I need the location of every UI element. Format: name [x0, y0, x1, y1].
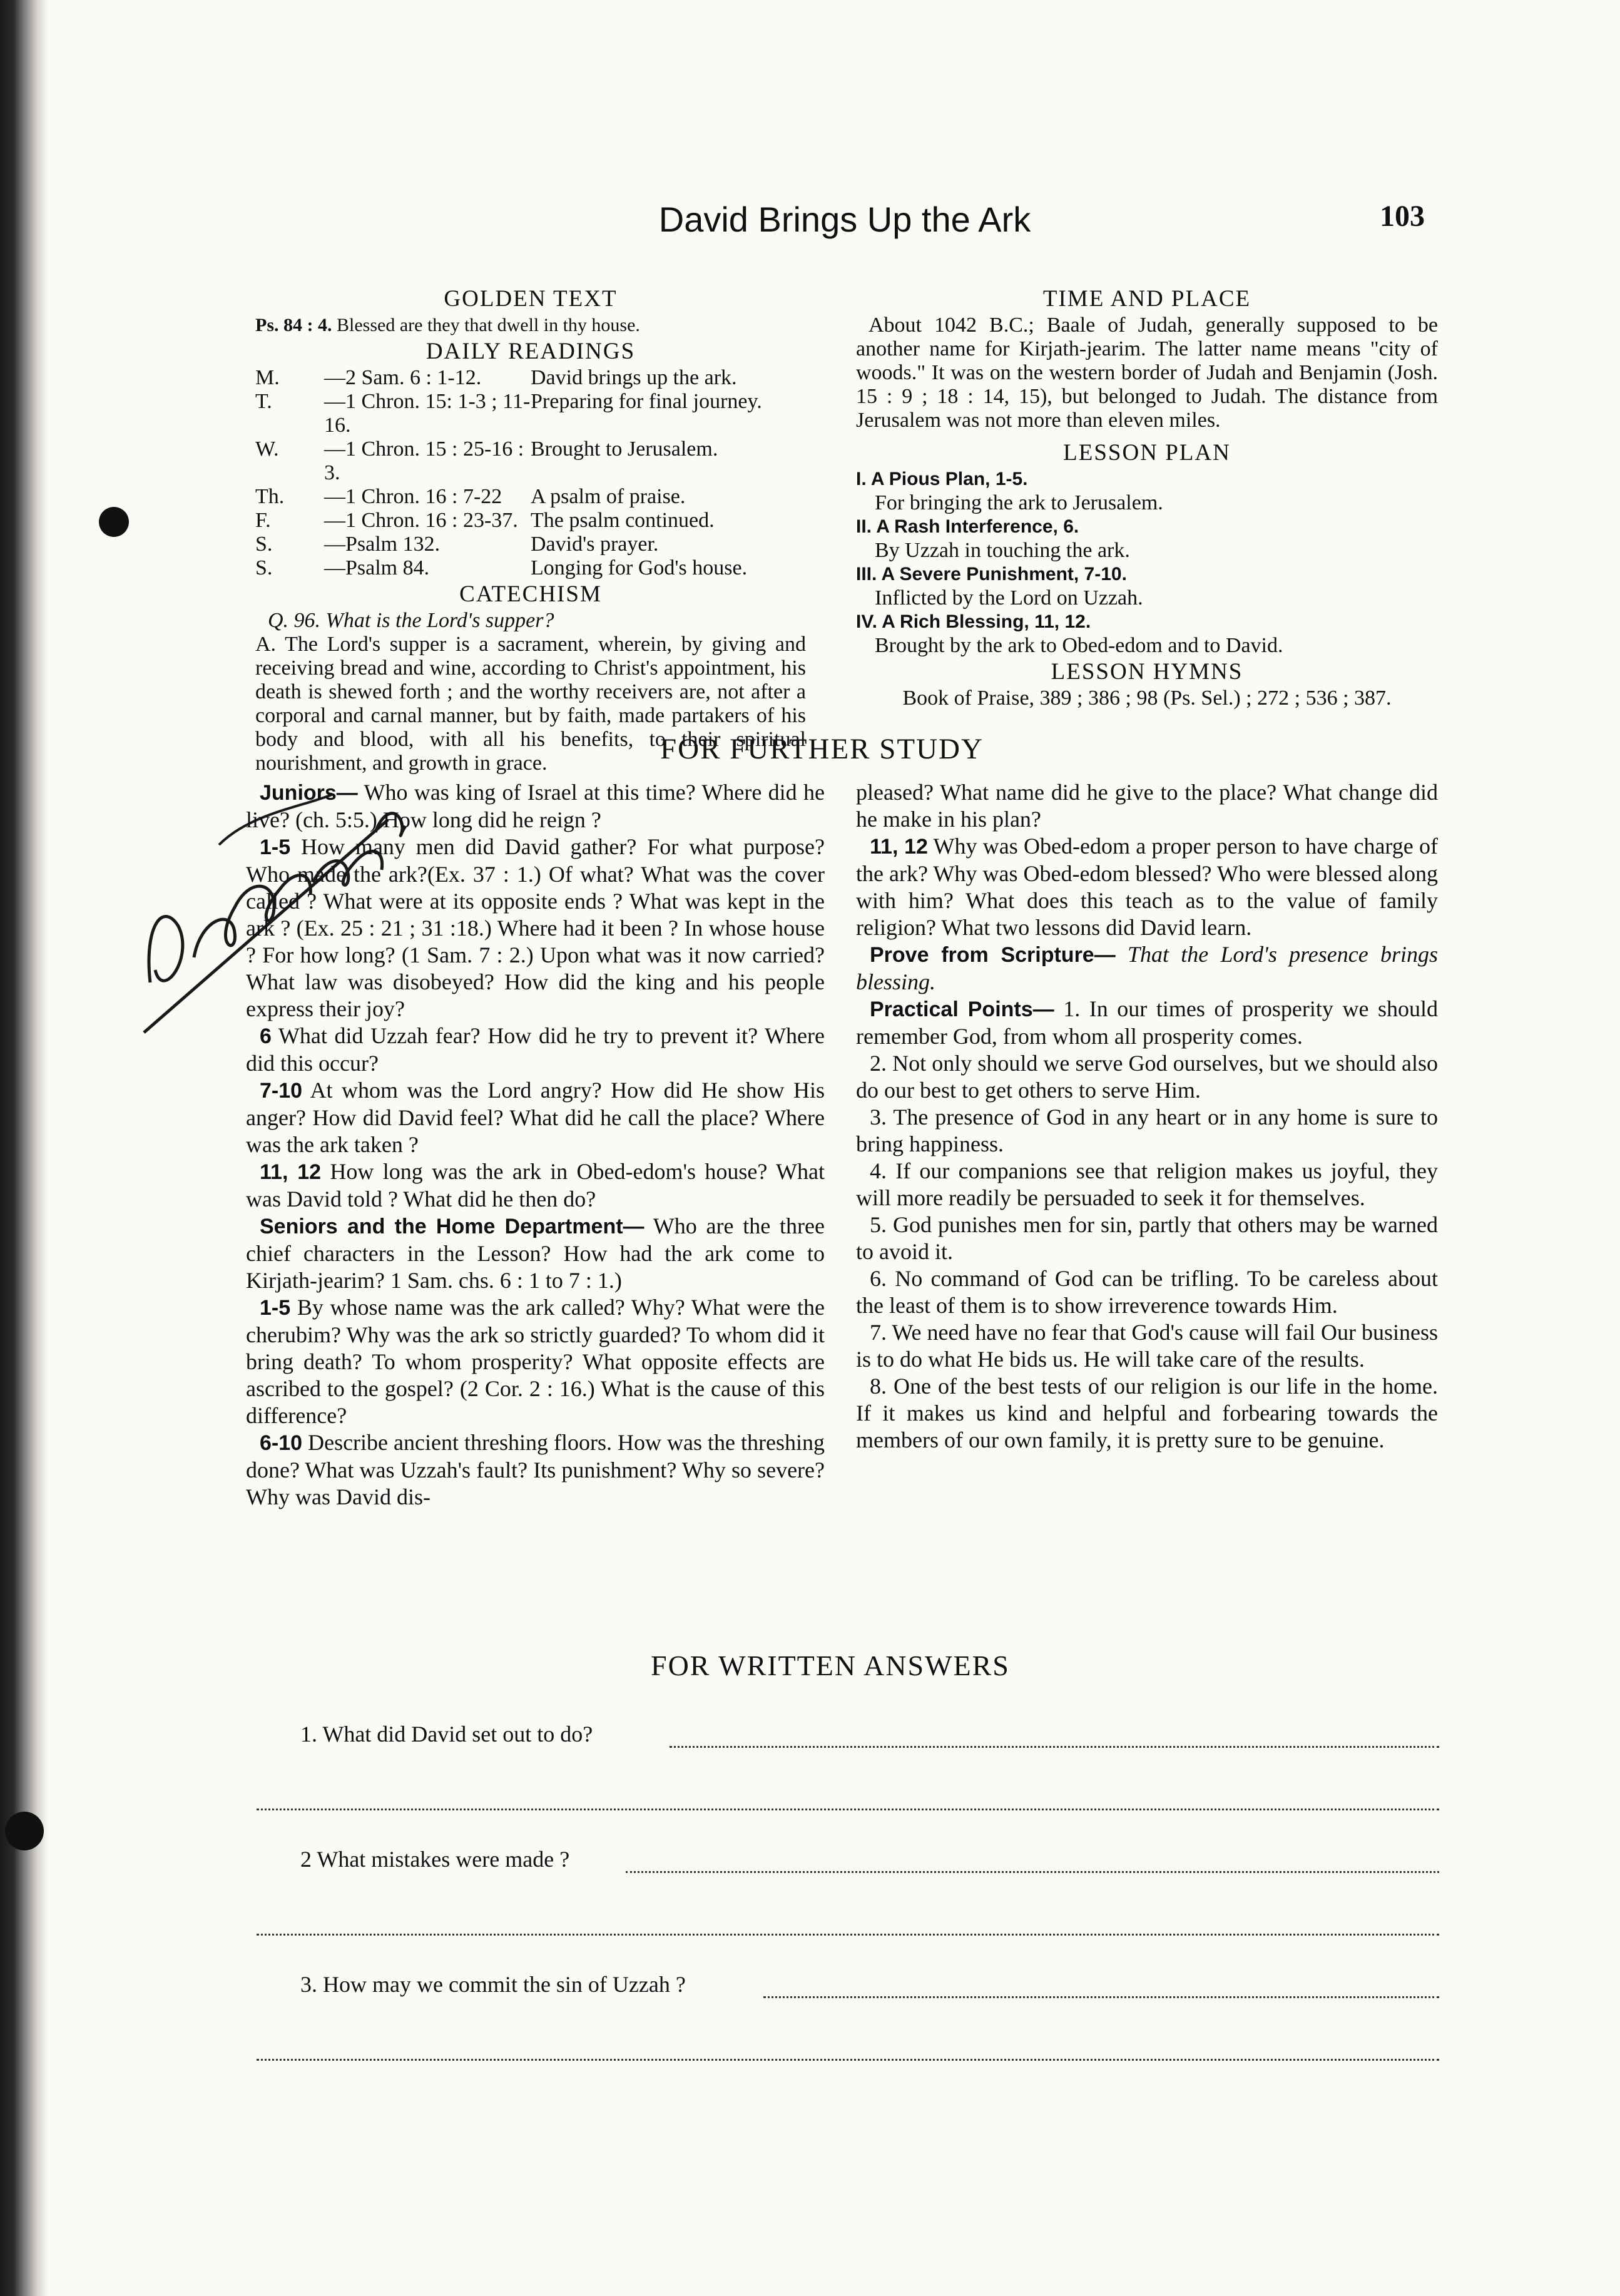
- study-text: pleased? What name did he give to the place? What change did he make in his plan?: [856, 780, 1438, 832]
- lesson-plan-sub: Inflicted by the Lord on Uzzah.: [875, 586, 1143, 610]
- reading-title: A psalm of praise.: [531, 485, 686, 508]
- study-label: 1-5: [260, 1296, 291, 1320]
- lesson-plan-title: II. A Rash Interference, 6.: [856, 516, 1079, 537]
- study-paragraph: [856, 1212, 1438, 1265]
- reading-title: Longing for God's house.: [531, 556, 748, 579]
- study-text: 8. One of the best tests of our religion is our life in the home. If it makes us kind and helpful and forbearing towards the members of our own family, it is pretty sure to be genuine.: [856, 1374, 1438, 1452]
- golden-text-verse: Blessed are they that dwell in thy house.: [337, 315, 640, 335]
- daily-reading-row: [255, 485, 806, 509]
- lesson-plan-title: IV. A Rich Blessing, 11, 12.: [856, 611, 1091, 632]
- answer-line[interactable]: [257, 1934, 1439, 1936]
- answer-line[interactable]: [257, 2059, 1439, 2061]
- right-top-column: [856, 285, 1438, 710]
- lesson-plan-sub: Brought by the ark to Obed-edom and to David.: [875, 634, 1283, 657]
- study-label: 11, 12: [260, 1160, 322, 1184]
- further-study-left-column: [246, 779, 825, 1511]
- study-label: 6: [260, 1024, 272, 1048]
- study-paragraph: [856, 833, 1438, 941]
- study-text: By whose name was the ark called? Why? What were the cherubim? Why was the ark so strictly guarded? To whom did it bring death? To whom prosperity? What opposite effects are ascribed to the gospel? (2 Cor. 2 : 16.) What is the cause of this difference?: [246, 1295, 825, 1428]
- lesson-plan-title: III. A Severe Punishment, 7-10.: [856, 564, 1127, 584]
- study-text: Who are the three chief characters in the Lesson? How had the ark come to Kirjath-jearim? 1 Sam. chs. 6 : 1 to 7 : 1.): [246, 1213, 825, 1293]
- reading-day: M.: [255, 366, 280, 389]
- study-paragraph: [856, 1050, 1438, 1104]
- answer-line[interactable]: [626, 1871, 1439, 1873]
- study-label: 1-5: [260, 835, 291, 859]
- golden-text-heading: GOLDEN TEXT: [444, 286, 618, 312]
- study-text: 4. If our companions see that religion makes us joyful, they will more readily be persuaded to seek it for themselves.: [856, 1158, 1438, 1210]
- study-paragraph: [856, 996, 1438, 1050]
- study-text: How long was the ark in Obed-edom's house? What was David told ? What did he then do?: [246, 1159, 825, 1212]
- reading-title: David's prayer.: [531, 533, 659, 556]
- study-label: 11, 12: [870, 835, 928, 859]
- reading-ref: —1 Chron. 16 : 7-22: [324, 485, 502, 508]
- study-paragraph: [246, 1077, 825, 1158]
- study-paragraph: [856, 941, 1438, 996]
- study-paragraph: [246, 1429, 825, 1511]
- answer-line[interactable]: [257, 1809, 1439, 1810]
- study-label: Prove from Scripture—: [870, 943, 1116, 967]
- study-text: What did Uzzah fear? How did he try to prevent it? Where did this occur?: [246, 1023, 825, 1076]
- binding-hole: [99, 507, 129, 537]
- daily-reading-row: [255, 509, 806, 533]
- study-text: How many men did David gather? For what purpose? Who made the ark?(Ex. 37 : 1.) Of what? What was the cover called ? What were at its opposite ends ? What was kept in the ark ? (Ex. 25 : 21 ; 31 :18.) Where had it been ? In whose house ? For how long? (1 Sam. 7 : 2.) Upon what was it now carried? What law was disobeyed? How did the king and his people express their joy?: [246, 834, 825, 1021]
- daily-readings-list: [255, 366, 806, 580]
- study-text: Who was king of Israel at this time? Where did he live? (ch. 5:5.) How long did he reign ?: [246, 780, 825, 832]
- reading-title: The psalm continued.: [531, 509, 715, 532]
- reading-title: Preparing for final journey.: [531, 390, 762, 413]
- answer-line[interactable]: [763, 1996, 1439, 1998]
- study-text: 7. We need have no fear that God's cause will fail Our business is to do what He bids us. He will take care of the results.: [856, 1320, 1438, 1372]
- reading-ref: —1 Chron. 16 : 23-37.: [324, 509, 518, 532]
- daily-reading-row: [255, 437, 806, 485]
- lesson-hymns-heading: LESSON HYMNS: [1051, 659, 1243, 685]
- further-study-right-column: [856, 779, 1438, 1454]
- reading-ref: —Psalm 84.: [324, 556, 430, 579]
- study-paragraph: [246, 834, 825, 1023]
- study-text: 2. Not only should we serve God ourselves, but we should also do our best to get others to serve Him.: [856, 1051, 1438, 1103]
- study-label: 6-10: [260, 1431, 303, 1455]
- lesson-hymns-text: Book of Praise, 389 ; 386 ; 98 (Ps. Sel.) ; 272 ; 536 ; 387.: [902, 686, 1392, 710]
- study-paragraph: [856, 1319, 1438, 1373]
- study-paragraph: [246, 1294, 825, 1429]
- study-label: Juniors—: [260, 781, 358, 805]
- study-label: Practical Points—: [870, 997, 1054, 1021]
- lesson-plan-sub: For bringing the ark to Jerusalem.: [875, 491, 1163, 514]
- study-paragraph: [246, 1023, 825, 1077]
- lesson-plan-title: I. A Pious Plan, 1-5.: [856, 469, 1028, 489]
- time-place-text: About 1042 B.C.; Baale of Judah, generally supposed to be another name for Kirjath-jearim. The latter name means "city of woods." It was on the western border of Judah and Benjamin (Josh. 15 : 9 ; 18 : 14, 15), but belonged to Judah. The distance from Jerusalem was not more than eleven miles.: [856, 314, 1438, 432]
- study-label: Seniors and the Home Department—: [260, 1215, 644, 1238]
- study-text: 5. God punishes men for sin, partly that others may be warned to avoid it.: [856, 1212, 1438, 1264]
- written-question-2: 2 What mistakes were made ?: [300, 1847, 570, 1872]
- golden-text-ref: Ps. 84 : 4.: [255, 315, 332, 335]
- reading-ref: —Psalm 132.: [324, 533, 441, 556]
- binding-hole: [5, 1812, 44, 1850]
- daily-reading-row: [255, 533, 806, 556]
- page-number: 103: [1380, 200, 1425, 233]
- reading-title: Brought to Jerusalem.: [531, 437, 718, 461]
- page-title: David Brings Up the Ark: [658, 200, 1031, 239]
- study-text: 3. The presence of God in any heart or in any home is sure to bring happiness.: [856, 1105, 1438, 1156]
- daily-reading-row: [255, 390, 806, 437]
- daily-reading-row: [255, 556, 806, 580]
- catechism-question: Q. 96. What is the Lord's supper?: [268, 609, 554, 632]
- golden-text: [255, 314, 806, 337]
- daily-reading-row: [255, 366, 806, 390]
- written-answers-heading: FOR WRITTEN ANSWERS: [651, 1650, 1010, 1681]
- study-paragraph: [856, 1265, 1438, 1319]
- daily-readings-heading: DAILY READINGS: [425, 339, 636, 364]
- reading-day: F.: [255, 509, 271, 532]
- written-question-3: 3. How may we commit the sin of Uzzah ?: [300, 1972, 686, 1997]
- study-text: That the Lord's presence brings blessing.: [856, 942, 1438, 994]
- study-text: 1. In our times of prosperity we should remember God, from whom all prosperity comes.: [856, 996, 1438, 1049]
- reading-ref: —1 Chron. 15: 1-3 ; 11-16.: [324, 390, 531, 437]
- study-paragraph: [856, 1373, 1438, 1454]
- study-text: 6. No command of God can be trifling. To be careless about the least of them is to show irreverence towards Him.: [856, 1266, 1438, 1318]
- reading-day: Th.: [255, 485, 285, 508]
- reading-day: S.: [255, 556, 273, 579]
- lesson-plan-heading: LESSON PLAN: [1063, 440, 1231, 466]
- reading-day: W.: [255, 437, 279, 461]
- study-paragraph: [246, 779, 825, 834]
- catechism-heading: CATECHISM: [459, 581, 602, 607]
- reading-title: David brings up the ark.: [531, 366, 737, 389]
- further-study-heading: FOR FURTHER STUDY: [660, 733, 984, 765]
- study-text: Why was Obed-edom a proper person to have charge of the ark? Why was Obed-edom blessed? Who were blessed along with him? What does this teach as to the value of family religion? What two lessons did David learn.: [856, 834, 1438, 940]
- reading-ref: —2 Sam. 6 : 1-12.: [324, 366, 482, 389]
- answer-line[interactable]: [670, 1746, 1439, 1748]
- study-text: At whom was the Lord angry? How did He show His anger? How did David feel? What did he call the place? Where was the ark taken ?: [246, 1078, 825, 1157]
- lesson-plan-sub: By Uzzah in touching the ark.: [875, 539, 1130, 562]
- time-place-heading: TIME AND PLACE: [1042, 286, 1251, 312]
- catechism-answer: A. The Lord's supper is a sacrament, wherein, by giving and receiving bread and wine, according to Christ's appointment, his death is shewed forth ; and the worthy receivers are, not after a corporal and carnal manner, but by faith, made partakers of his body and blood, with all his benefits, to their spiritual nourishment, and growth in grace.: [255, 633, 806, 775]
- study-label: 7-10: [260, 1079, 303, 1103]
- study-paragraph: [246, 1213, 825, 1294]
- study-paragraph: [856, 779, 1438, 833]
- study-paragraph: [856, 1158, 1438, 1212]
- book-binding-edge: [0, 0, 49, 2296]
- study-paragraph: [246, 1158, 825, 1213]
- left-top-column: [255, 285, 806, 775]
- written-question-1: 1. What did David set out to do?: [300, 1722, 593, 1747]
- reading-day: T.: [255, 390, 272, 413]
- study-paragraph: [856, 1104, 1438, 1158]
- reading-ref: —1 Chron. 15 : 25-16 : 3.: [324, 437, 524, 484]
- reading-day: S.: [255, 533, 273, 556]
- lesson-plan-list: [856, 467, 1438, 658]
- study-text: Describe ancient threshing floors. How was the threshing done? What was Uzzah's fault? Its punishment? Why so severe? Why was David dis-: [246, 1430, 825, 1509]
